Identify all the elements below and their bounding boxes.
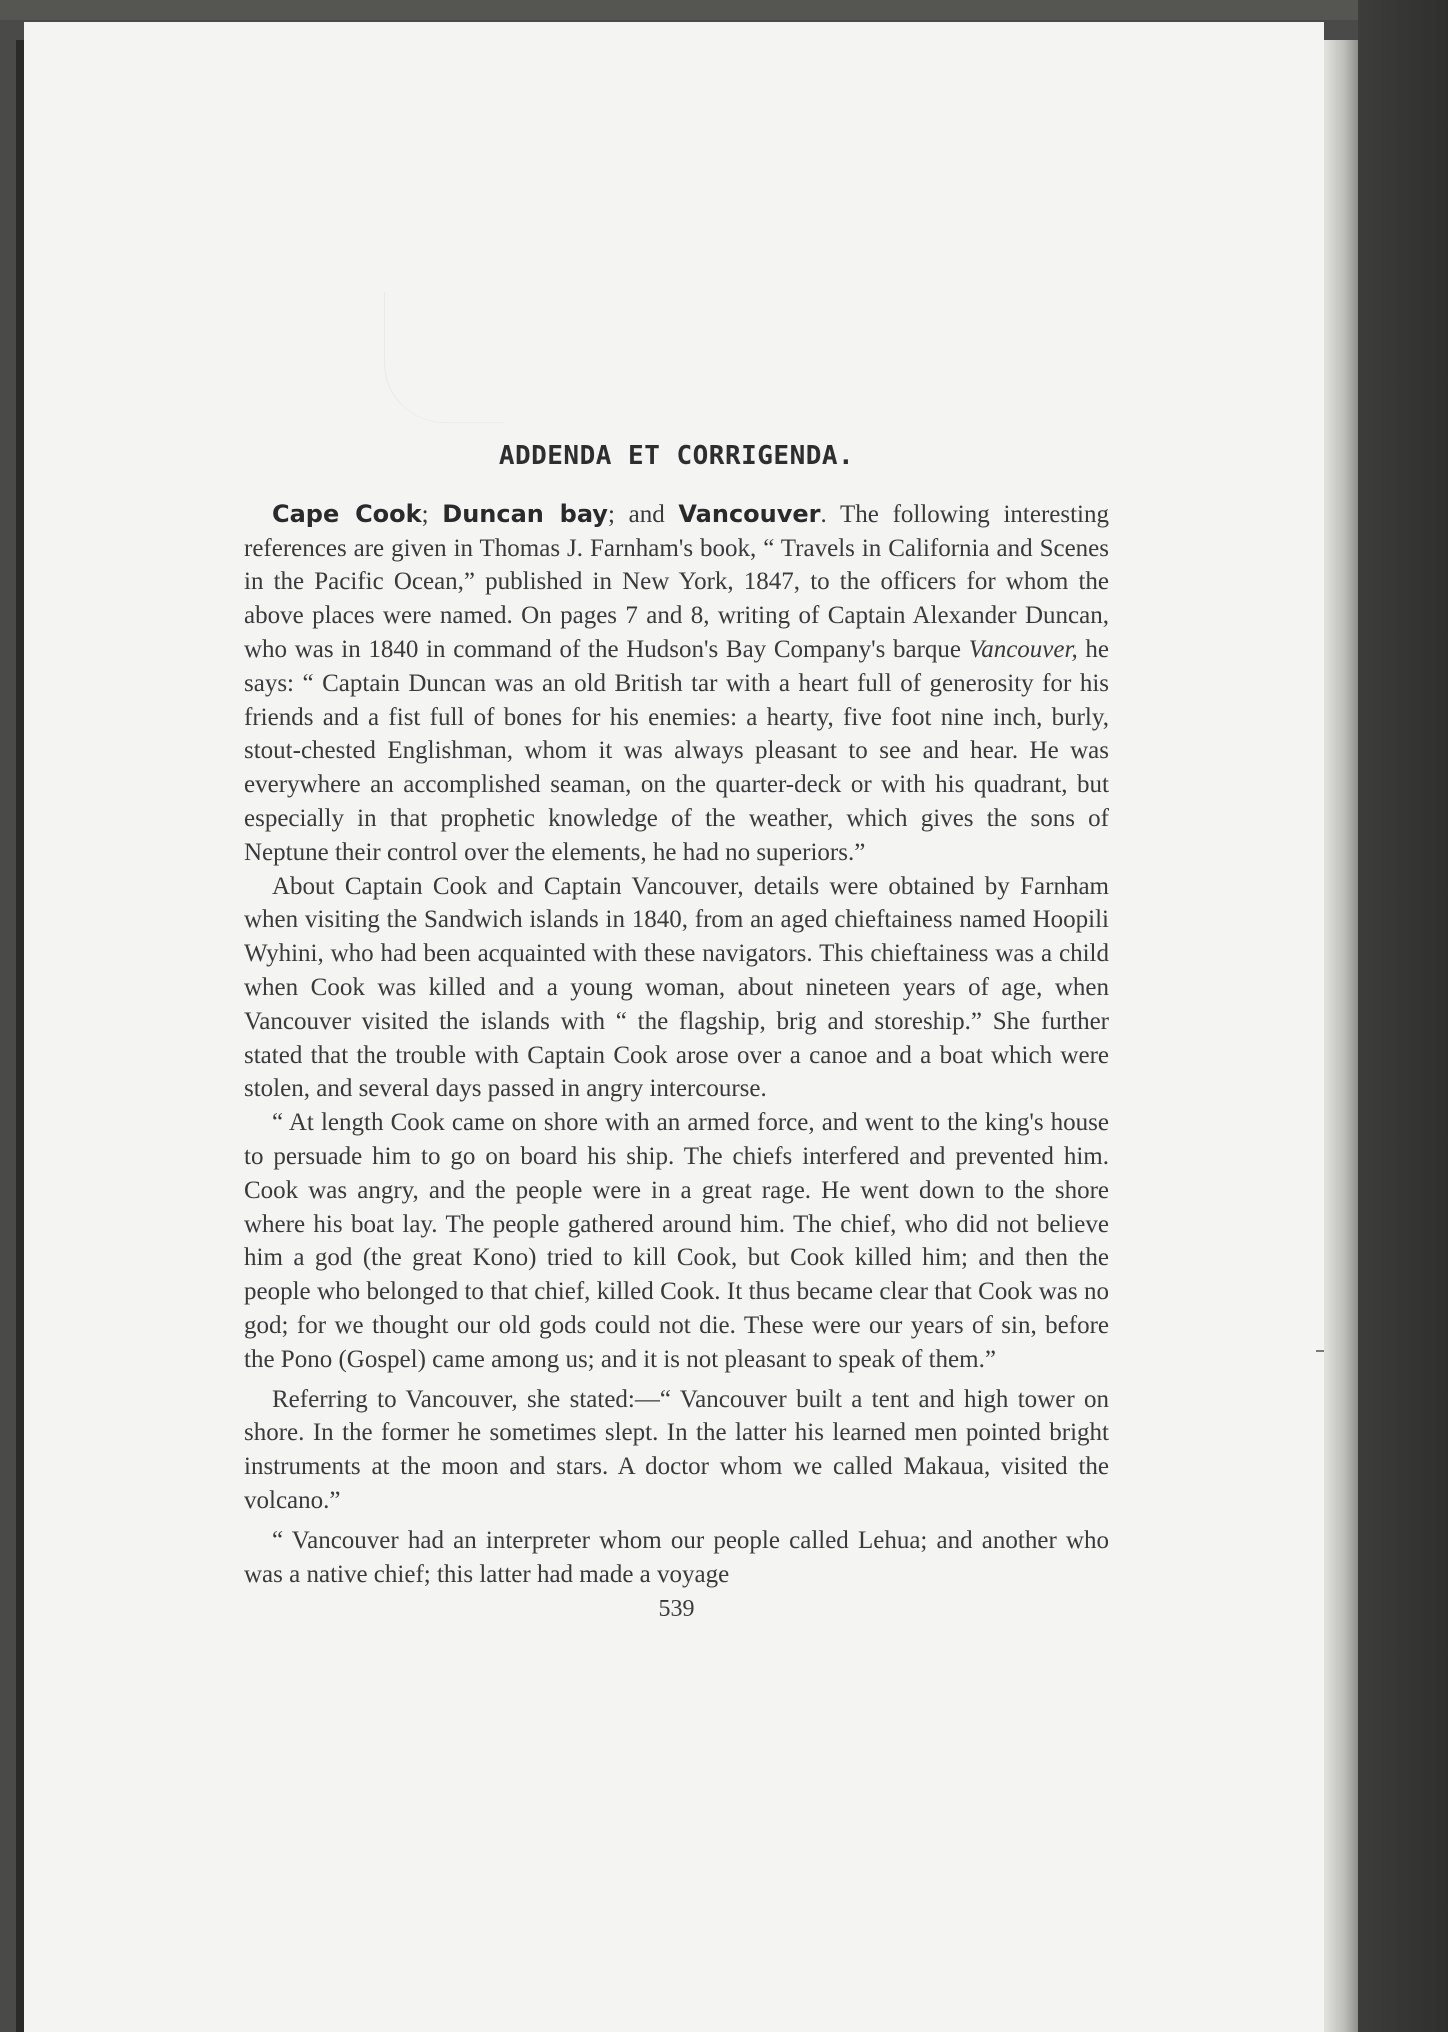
- lead-sep-1: ;: [421, 500, 443, 528]
- paragraph-tail: he says: “ Captain Duncan was an old British tar with a heart full of generosity for his friends and a fist full of bones for his enemies: a hearty, five foot nine inch, burly, stout-chested Englishman, whom it was always pleasant to see and hear. He was everywhere an accomplished seaman, on the quarter-deck or with his quadrant, but especially in that prophetic knowledge of the weather, which gives the sons of Neptune their control over the elements, he had no superiors.”: [244, 635, 1109, 866]
- lead-connector: and: [628, 500, 665, 528]
- paragraph-cook-death: “ At length Cook came on shore with an armed force, and went to the king's house to persuade him to go on board his ship. The chiefs interfered and prevented him. Cook was angry, and the people were in a great rage. He went down to the shore where his boat lay. The people gathered around him. The chief, who did not believe him a god (the great Kono) tried to kill Cook, but Cook killed him; and then the people who belonged to that chief, killed Cook. It thus became clear that Cook was no god; for we thought our old gods could not die. These were our years of sin, before the Pono (Gospel) came among us; and it is not pleasant to speak of them.”: [244, 1109, 1109, 1373]
- ship-name: Vancouver,: [968, 635, 1078, 663]
- lead-term-duncan-bay: Duncan bay: [442, 499, 608, 528]
- lead-period: .: [820, 500, 827, 528]
- lead-term-cape-cook: Cape Cook: [272, 499, 422, 528]
- page-edge-shadow: [1324, 40, 1358, 2032]
- paragraph-body: The following interesting references are given in Thomas J. Farnham's book, “ Travels in California and Scenes in the Pacific Ocean,” published in New York, 1847, to the officers for whom the above places were named. On pages 7 and 8, writing of Captain Alexander Duncan, who was in 1840 in command of the Hudson's Bay Company's barque: [244, 500, 1110, 663]
- faint-pencil-mark: [384, 292, 505, 423]
- lead-paragraph: [244, 498, 1109, 870]
- stray-mark: [1316, 1350, 1324, 1352]
- paragraph-vancouver-tent: Referring to Vancouver, she stated:—“ Vancouver built a tent and high tower on shore. In the former he sometimes slept. In the latter his learned men pointed bright instruments at the moon and stars. A doctor whom we called Makaua, visited the volcano.”: [244, 1385, 1109, 1514]
- lead-sep-2: ;: [607, 500, 629, 528]
- page-number: 539: [658, 1596, 695, 1623]
- page-content: [244, 440, 1109, 1627]
- scan-edge-left: [16, 40, 24, 2032]
- paragraph-cook-vancouver: About Captain Cook and Captain Vancouver, details were obtained by Farnham when visiting the Sandwich islands in 1840, from an aged chieftainess named Hoopili Wyhini, who had been acquainted with these navigators. This chieftainess was a child when Cook was killed and a young woman, about nineteen years of age, when Vancouver visited the islands with “ the flagship, brig and storeship.” She further stated that the trouble with Captain Cook arose over a canoe and a boat which were stolen, and several days passed in angry intercourse.: [244, 872, 1109, 1103]
- paragraph-interpreter: “ Vancouver had an interpreter whom our people called Lehua; and another who was a native chief; this latter had made a voyage: [244, 1526, 1109, 1588]
- lead-term-vancouver: Vancouver: [678, 499, 821, 528]
- scan-edge-right: [1358, 0, 1448, 2032]
- scan-edge-top: [0, 0, 1448, 20]
- page-title: ADDENDA ET CORRIGENDA.: [498, 441, 855, 471]
